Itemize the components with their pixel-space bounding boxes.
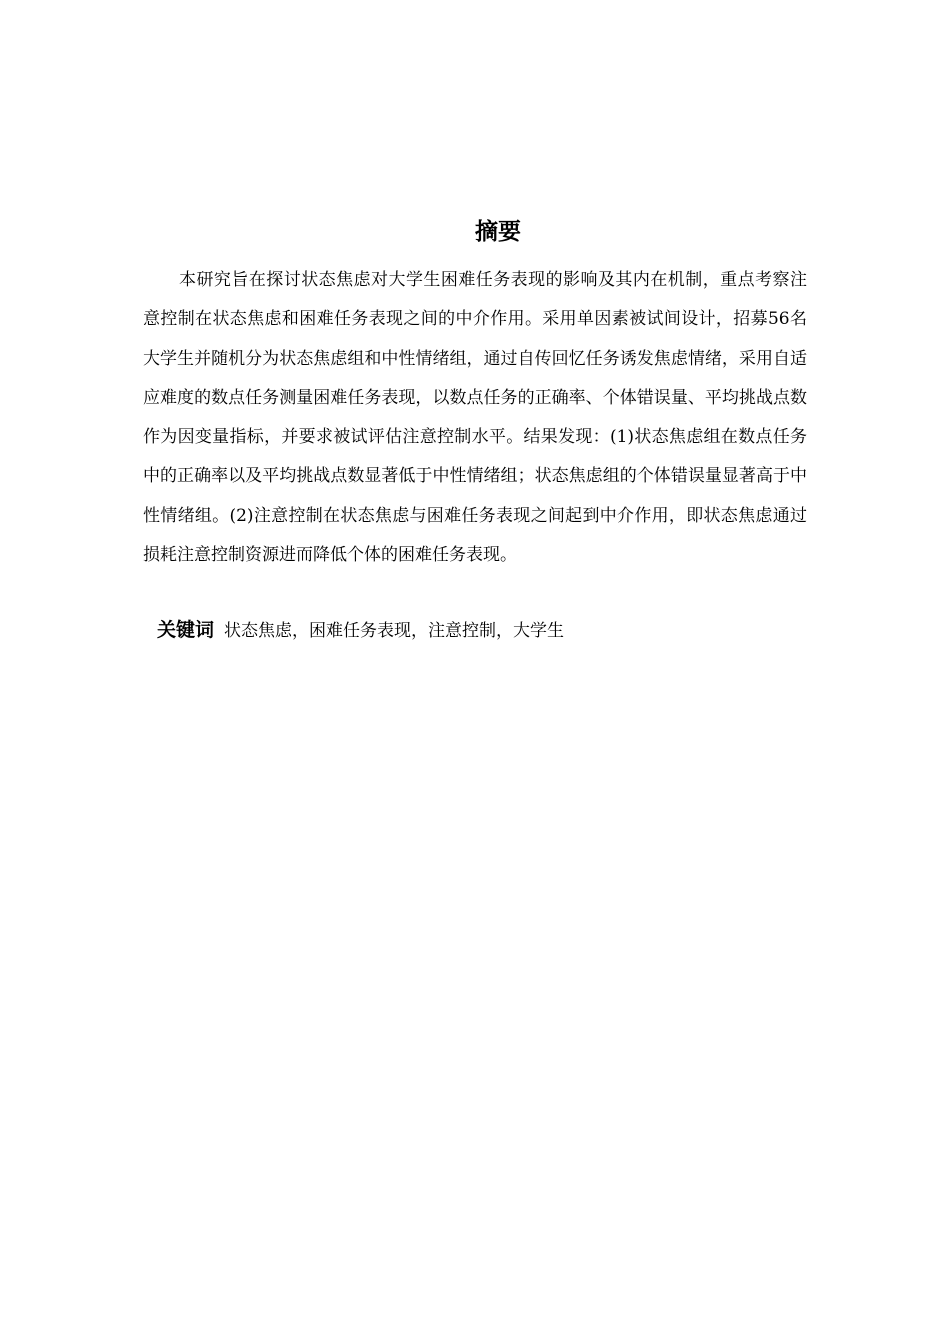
keywords-text: 状态焦虑，困难任务表现，注意控制，大学生 — [224, 621, 565, 641]
abstract-title: 摘要 — [475, 219, 521, 245]
keywords-label: 关键词 — [157, 619, 215, 641]
keywords-line — [157, 614, 817, 647]
abstract-body: 本研究旨在探讨状态焦虑对大学生困难任务表现的影响及其内在机制，重点考察注意控制在状态焦虑和困难任务表现之间的中介作用。采用单因素被试间设计，招募56名大学生并随机分为状态焦虑组和中性情绪组，通过自传回忆任务诱发焦虑情绪，采用自适应难度的数点任务测量困难任务表现，以数点任务的正确率、个体错误量、平均挑战点数作为因变量指标，并要求被试评估注意控制水平。结果发现：(1)状态焦虑组在数点任务中的正确率以及平均挑战点数显著低于中性情绪组；状态焦虑组的个体错误量显著高于中性情绪组。(2)注意控制在状态焦虑与困难任务表现之间起到中介作用，即状态焦虑通过损耗注意控制资源进而降低个体的困难任务表现。 — [143, 270, 807, 566]
